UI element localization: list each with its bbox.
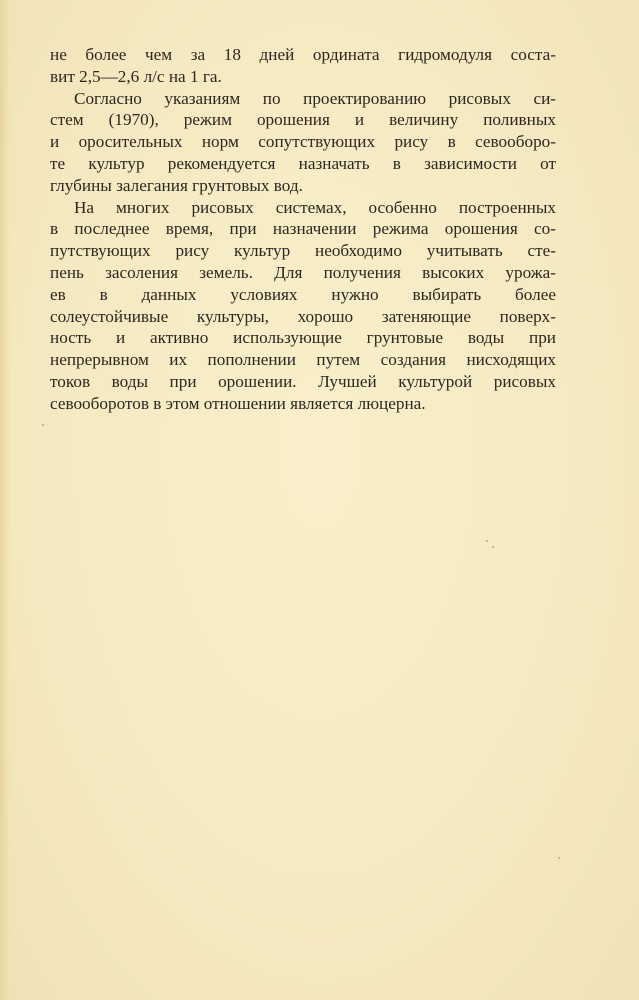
- text-line: непрерывном их пополнении путем создания нисходящих: [50, 350, 556, 370]
- text-line: Согласно указаниям по проектированию рисовых си-: [74, 88, 556, 108]
- text-line: севооборотов в этом отношении является люцерна.: [50, 393, 426, 413]
- text-line: ность и активно использующие грунтовые воды при: [50, 328, 556, 348]
- text-line: ев в данных условиях нужно выбирать более: [50, 284, 556, 304]
- text-line: глубины залегания грунтовых вод.: [50, 175, 303, 195]
- text-line: не более чем за 18 дней ордината гидромодуля соста-: [50, 45, 556, 64]
- text-line: токов воды при орошении. Лучшей культурой рисовых: [50, 371, 556, 391]
- page-edge-shadow: [0, 0, 10, 1000]
- paragraph-2: [50, 88, 556, 197]
- body-text: [50, 44, 556, 415]
- text-line: вит 2,5—2,6 л/с на 1 га.: [50, 66, 222, 86]
- text-line: те культур рекомендуется назначать в зависимости от: [50, 153, 556, 173]
- paper-speck: [492, 546, 494, 548]
- text-line: На многих рисовых системах, особенно построенных: [74, 197, 556, 217]
- paragraph-1: [50, 44, 556, 88]
- text-line: пень засоления земель. Для получения высоких урожа-: [50, 262, 556, 282]
- paper-speck: [486, 540, 488, 542]
- text-line: и оросительных норм сопутствующих рису в севооборо-: [50, 132, 556, 152]
- text-line: в последнее время, при назначении режима орошения со-: [50, 219, 556, 239]
- text-line: стем (1970), режим орошения и величину поливных: [50, 110, 556, 130]
- text-line: солеустойчивые культуры, хорошо затеняющие поверх-: [50, 306, 556, 326]
- paper-speck: [558, 857, 560, 859]
- text-line: путствующих рису культур необходимо учитывать сте-: [50, 241, 556, 261]
- paragraph-3: [50, 197, 556, 415]
- paper-speck: [42, 424, 44, 426]
